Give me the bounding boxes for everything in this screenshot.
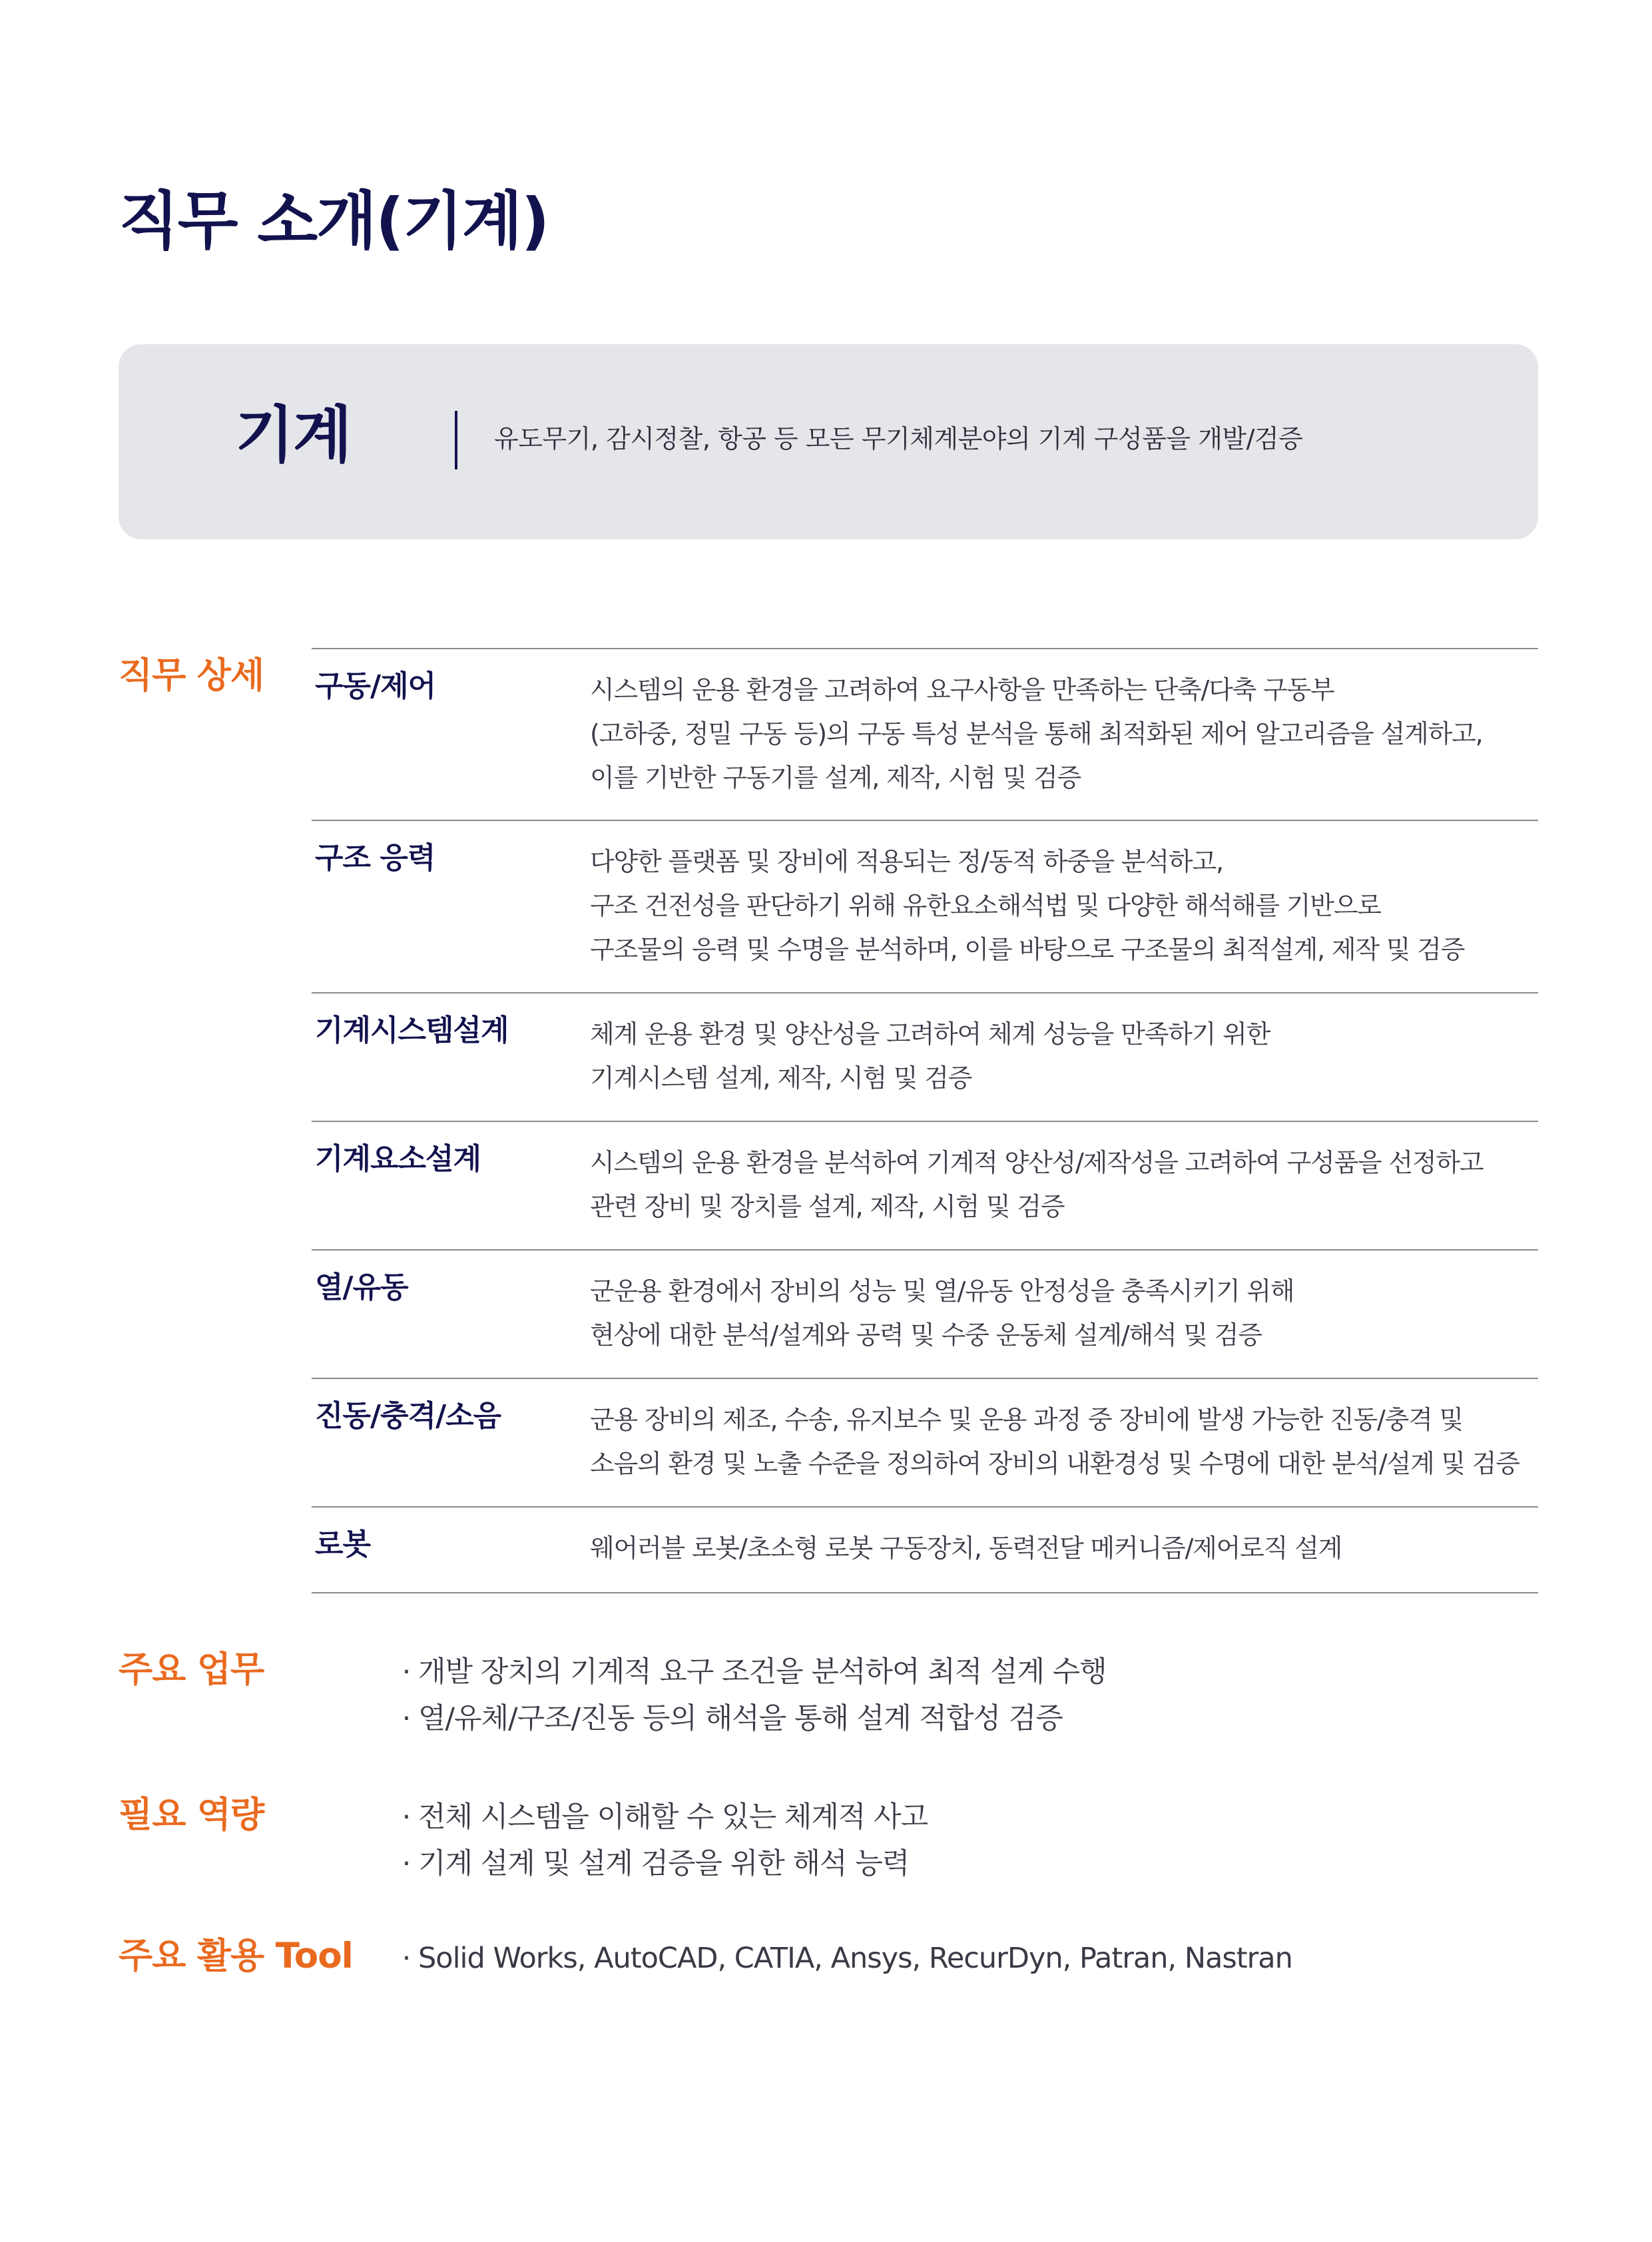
detail-description [590,840,1538,972]
bullet-icon: · [402,1847,411,1880]
detail-key: 구조 응력 [315,841,435,875]
detail-row [312,1122,1538,1251]
job-name: 기계 [235,400,351,471]
job-intro-box [119,344,1538,539]
detail-key: 열/유동 [315,1270,408,1304]
main-tasks-list [398,1649,1107,1742]
bullet-icon: · [402,1942,411,1975]
section-label-main-tasks: 주요 업무 [119,1649,264,1690]
detail-row [312,821,1538,993]
detail-line: 기계시스템 설계, 제작, 시험 및 검증 [590,1063,972,1093]
detail-description [590,1141,1538,1229]
detail-row [312,1379,1538,1508]
page-title: 직무 소개(기계) [119,184,549,258]
detail-key: 로봇 [315,1528,371,1561]
bullet-icon: · [402,1655,411,1689]
bullet-icon: · [402,1702,411,1735]
detail-line: 군용 장비의 제조, 수송, 유지보수 및 운용 과정 중 장비에 발생 가능한 진동/충격 및 [590,1405,1464,1434]
detail-row [312,649,1538,821]
bullet-icon: · [402,1801,411,1834]
detail-line: 체계 운용 환경 및 양산성을 고려하여 체계 성능을 만족하기 위한 [590,1019,1270,1049]
list-item: · Solid Works, AutoCAD, CATIA, Ansys, RecurDyn, Patran, Nastran [398,1935,1292,1982]
detail-key: 기계시스템설계 [315,1013,509,1047]
detail-line: 웨어러블 로봇/초소형 로봇 구동장치, 동력전달 메커니즘/제어로직 설계 [590,1534,1342,1563]
detail-line: 시스템의 운용 환경을 고려하여 요구사항을 만족하는 단축/다축 구동부 [590,675,1334,704]
detail-key: 진동/충격/소음 [315,1399,501,1433]
detail-description [590,1398,1538,1486]
detail-row [312,1251,1538,1379]
job-description: 유도무기, 감시정찰, 항공 등 모든 무기체계분야의 기계 구성품을 개발/검증 [494,424,1303,453]
detail-line: 다양한 플랫폼 및 장비에 적용되는 정/동적 하중을 분석하고, [590,847,1223,876]
detail-line: 시스템의 운용 환경을 분석하여 기계적 양산성/제작성을 고려하여 구성품을 선정하고 [590,1148,1484,1177]
detail-line: 구조물의 응력 및 수명을 분석하며, 이를 바탕으로 구조물의 최적설계, 제작 및 검증 [590,935,1465,964]
detail-line: (고하중, 정밀 구동 등)의 구동 특성 분석을 통해 최적화된 제어 알고리즘을 설계하고, [590,719,1483,748]
tools-list [398,1935,1292,1982]
detail-line: 소음의 환경 및 노출 수준을 정의하여 장비의 내환경성 및 수명에 대한 분석/설계 및 검증 [590,1449,1519,1478]
detail-description [590,668,1538,800]
detail-row [312,993,1538,1122]
detail-description [590,1012,1538,1100]
section-label-tools: 주요 활용 Tool [119,1936,353,1976]
detail-table [312,648,1538,1593]
detail-line: 구조 건전성을 판단하기 위해 유한요소해석법 및 다양한 해석해를 기반으로 [590,891,1381,920]
list-item: · 전체 시스템을 이해할 수 있는 체계적 사고 [398,1794,928,1840]
detail-description [590,1269,1538,1357]
competencies-list [398,1794,928,1887]
intro-divider [455,411,457,469]
detail-line: 현상에 대한 분석/설계와 공력 및 수중 운동체 설계/해석 및 검증 [590,1320,1262,1350]
detail-line: 이를 기반한 구동기를 설계, 제작, 시험 및 검증 [590,763,1081,792]
detail-key: 기계요소설계 [315,1142,481,1176]
section-label-details: 직무 상세 [119,655,264,696]
section-label-competencies: 필요 역량 [119,1795,264,1835]
list-item: · 개발 장치의 기계적 요구 조건을 분석하여 최적 설계 수행 [398,1649,1107,1695]
detail-line: 군운용 환경에서 장비의 성능 및 열/유동 안정성을 충족시키기 위해 [590,1276,1294,1306]
list-item: · 열/유체/구조/진동 등의 해석을 통해 설계 적합성 검증 [398,1695,1107,1742]
detail-description [590,1526,1538,1570]
detail-row [312,1508,1538,1593]
detail-key: 구동/제어 [315,669,436,703]
detail-line: 관련 장비 및 장치를 설계, 제작, 시험 및 검증 [590,1192,1065,1221]
list-item: · 기계 설계 및 설계 검증을 위한 해석 능력 [398,1840,928,1887]
